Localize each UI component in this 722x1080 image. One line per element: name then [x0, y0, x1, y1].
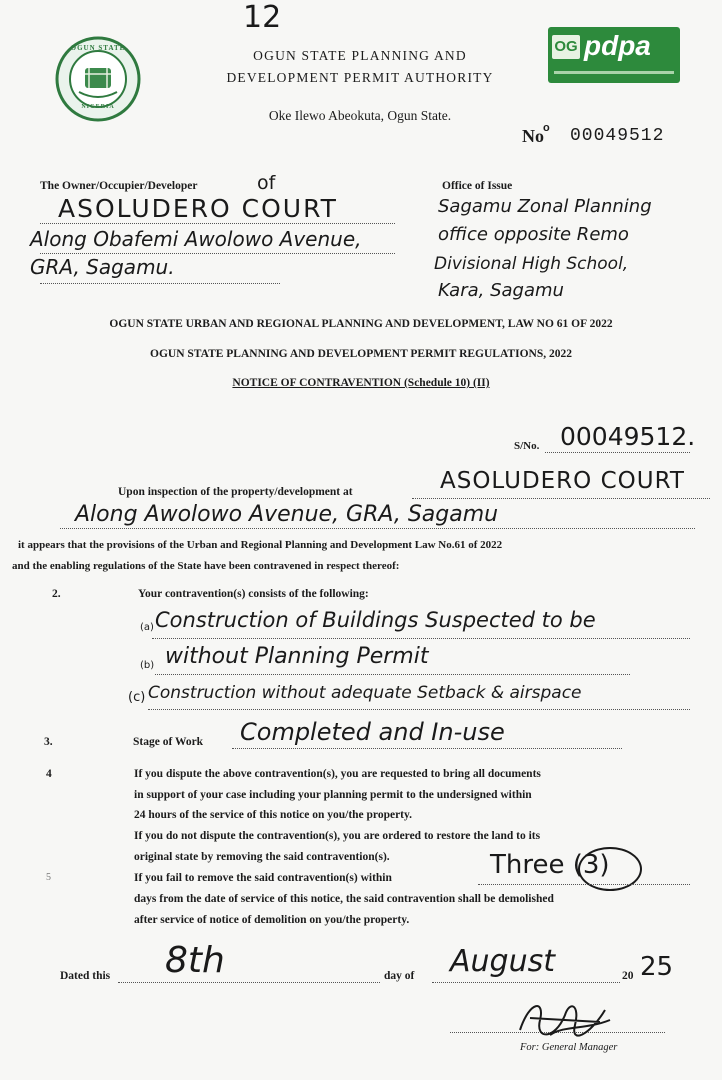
- office-line1: Sagamu Zonal Planning: [438, 196, 652, 217]
- inspection-text-1: it appears that the provisions of the Urban and Regional Planning and Development Law No.61 of 2022: [18, 539, 503, 551]
- stage-number: 3.: [44, 736, 53, 748]
- inspection-dotline-1: [412, 498, 710, 499]
- contravention-dotline-b: [155, 674, 630, 675]
- instructions-p1-line1: If you dispute the above contravention(s), you are requested to bring all documents: [134, 768, 541, 780]
- owner-line2: Along Obafemi Awolowo Avenue,: [30, 227, 362, 251]
- instructions-p1-line3: 24 hours of the service of this notice on you/the property.: [134, 809, 413, 821]
- instructions-p3-line2: days from the date of service of this notice, the said contravention shall be demolished: [134, 893, 554, 905]
- logo-text: pdpa: [584, 30, 651, 61]
- signature-label: For: General Manager: [520, 1042, 618, 1053]
- notice-title: NOTICE OF CONTRAVENTION (Schedule 10) (II): [232, 377, 490, 389]
- instructions-number: 4: [46, 768, 52, 780]
- office-line2: office opposite Remo: [438, 224, 629, 245]
- stage-dotline: [232, 748, 622, 749]
- contravention-dotline-a: [152, 638, 690, 639]
- owner-dotline-1: [40, 223, 395, 224]
- seal-text: OGUN STATE: [70, 44, 126, 52]
- contravention-dotline-c: [148, 709, 690, 710]
- serial-label: No: [522, 126, 544, 146]
- office-line3: Divisional High School,: [434, 254, 629, 274]
- authority-title-line2: DEVELOPMENT PERMIT AUTHORITY: [226, 70, 494, 85]
- contravention-number: 2.: [52, 588, 61, 600]
- instructions-p2-line2: original state by removing the said contravention(s).: [134, 851, 390, 863]
- instructions-p2-line1: If you do not dispute the contravention(s), you are ordered to restore the land to its: [134, 830, 541, 842]
- contravention-a-line2: without Planning Permit: [165, 644, 429, 669]
- sno-label: S/No.: [514, 440, 540, 452]
- inspection-dotline-2: [60, 528, 695, 529]
- inspection-label: Upon inspection of the property/development at: [118, 486, 353, 498]
- owner-line1: ASOLUDERO COURT: [58, 194, 338, 223]
- instructions-number-5: 5: [46, 872, 51, 883]
- dated-day-value: 8th: [165, 940, 225, 981]
- owner-line3: GRA, Sagamu.: [30, 255, 175, 279]
- contravention-marker-c: (c): [128, 690, 146, 705]
- seal-subtext: NIGERIA: [81, 104, 115, 110]
- contravention-a-line1: Construction of Buildings Suspected to be: [155, 608, 596, 632]
- days-dotline: [478, 884, 690, 885]
- contravention-label: Your contravention(s) consists of the following:: [138, 588, 369, 600]
- dated-dotline-day: [118, 982, 380, 983]
- instructions-p1-line2: in support of your case including your planning permit to the undersigned within: [134, 789, 532, 801]
- signature-icon: [510, 990, 620, 1050]
- contravention-marker-a: (a): [140, 622, 154, 633]
- authority-title-line1: OGUN STATE PLANNING AND: [253, 48, 467, 63]
- regulations-title: OGUN STATE PLANNING AND DEVELOPMENT PERMIT REGULATIONS, 2022: [150, 348, 572, 360]
- days-value: Three (3): [490, 850, 610, 880]
- owner-handwritten-of: of: [257, 172, 276, 194]
- sno-value: 00049512.: [560, 422, 696, 451]
- owner-dotline-3: [40, 283, 280, 284]
- serial-number: 00049512: [570, 126, 665, 146]
- instructions-p3-line1: If you fail to remove the said contravention(s) within: [134, 872, 392, 884]
- dated-label: Dated this: [60, 970, 111, 982]
- law-title: OGUN STATE URBAN AND REGIONAL PLANNING AND DEVELOPMENT, LAW NO 61 OF 2022: [109, 318, 613, 330]
- dated-year-prefix: 20: [622, 970, 634, 982]
- owner-dotline-2: [40, 253, 395, 254]
- owner-label: The Owner/Occupier/Developer: [40, 180, 198, 192]
- office-label: Office of Issue: [442, 180, 513, 192]
- dated-year-value: 25: [640, 952, 674, 982]
- stage-value: Completed and In-use: [240, 718, 505, 746]
- office-line4: Kara, Sagamu: [438, 280, 564, 301]
- dated-day-of-label: day of: [384, 970, 415, 982]
- handwritten-page-number: 12: [243, 0, 282, 35]
- authority-address: Oke Ilewo Abeokuta, Ogun State.: [268, 108, 452, 123]
- pdpa-logo: [548, 27, 680, 83]
- contravention-marker-b: (b): [140, 660, 155, 671]
- logo-prefix: OG: [552, 35, 580, 59]
- inspection-value-1: ASOLUDERO COURT: [440, 468, 685, 494]
- contravention-c: Construction without adequate Setback & airspace: [148, 683, 582, 703]
- inspection-text-2: and the enabling regulations of the State have been contravened in respect thereof:: [12, 560, 400, 572]
- serial-label-superscript: o: [543, 122, 550, 134]
- instructions-p3-line3: after service of notice of demolition on you/the property.: [134, 914, 410, 926]
- stage-label: Stage of Work: [133, 736, 204, 748]
- inspection-value-2: Along Awolowo Avenue, GRA, Sagamu: [75, 502, 499, 527]
- dated-month-value: August: [450, 944, 555, 979]
- ogun-state-seal: [55, 36, 141, 122]
- logo-strip: [554, 71, 674, 74]
- dated-dotline-month: [432, 982, 620, 983]
- sno-dotline: [545, 452, 690, 453]
